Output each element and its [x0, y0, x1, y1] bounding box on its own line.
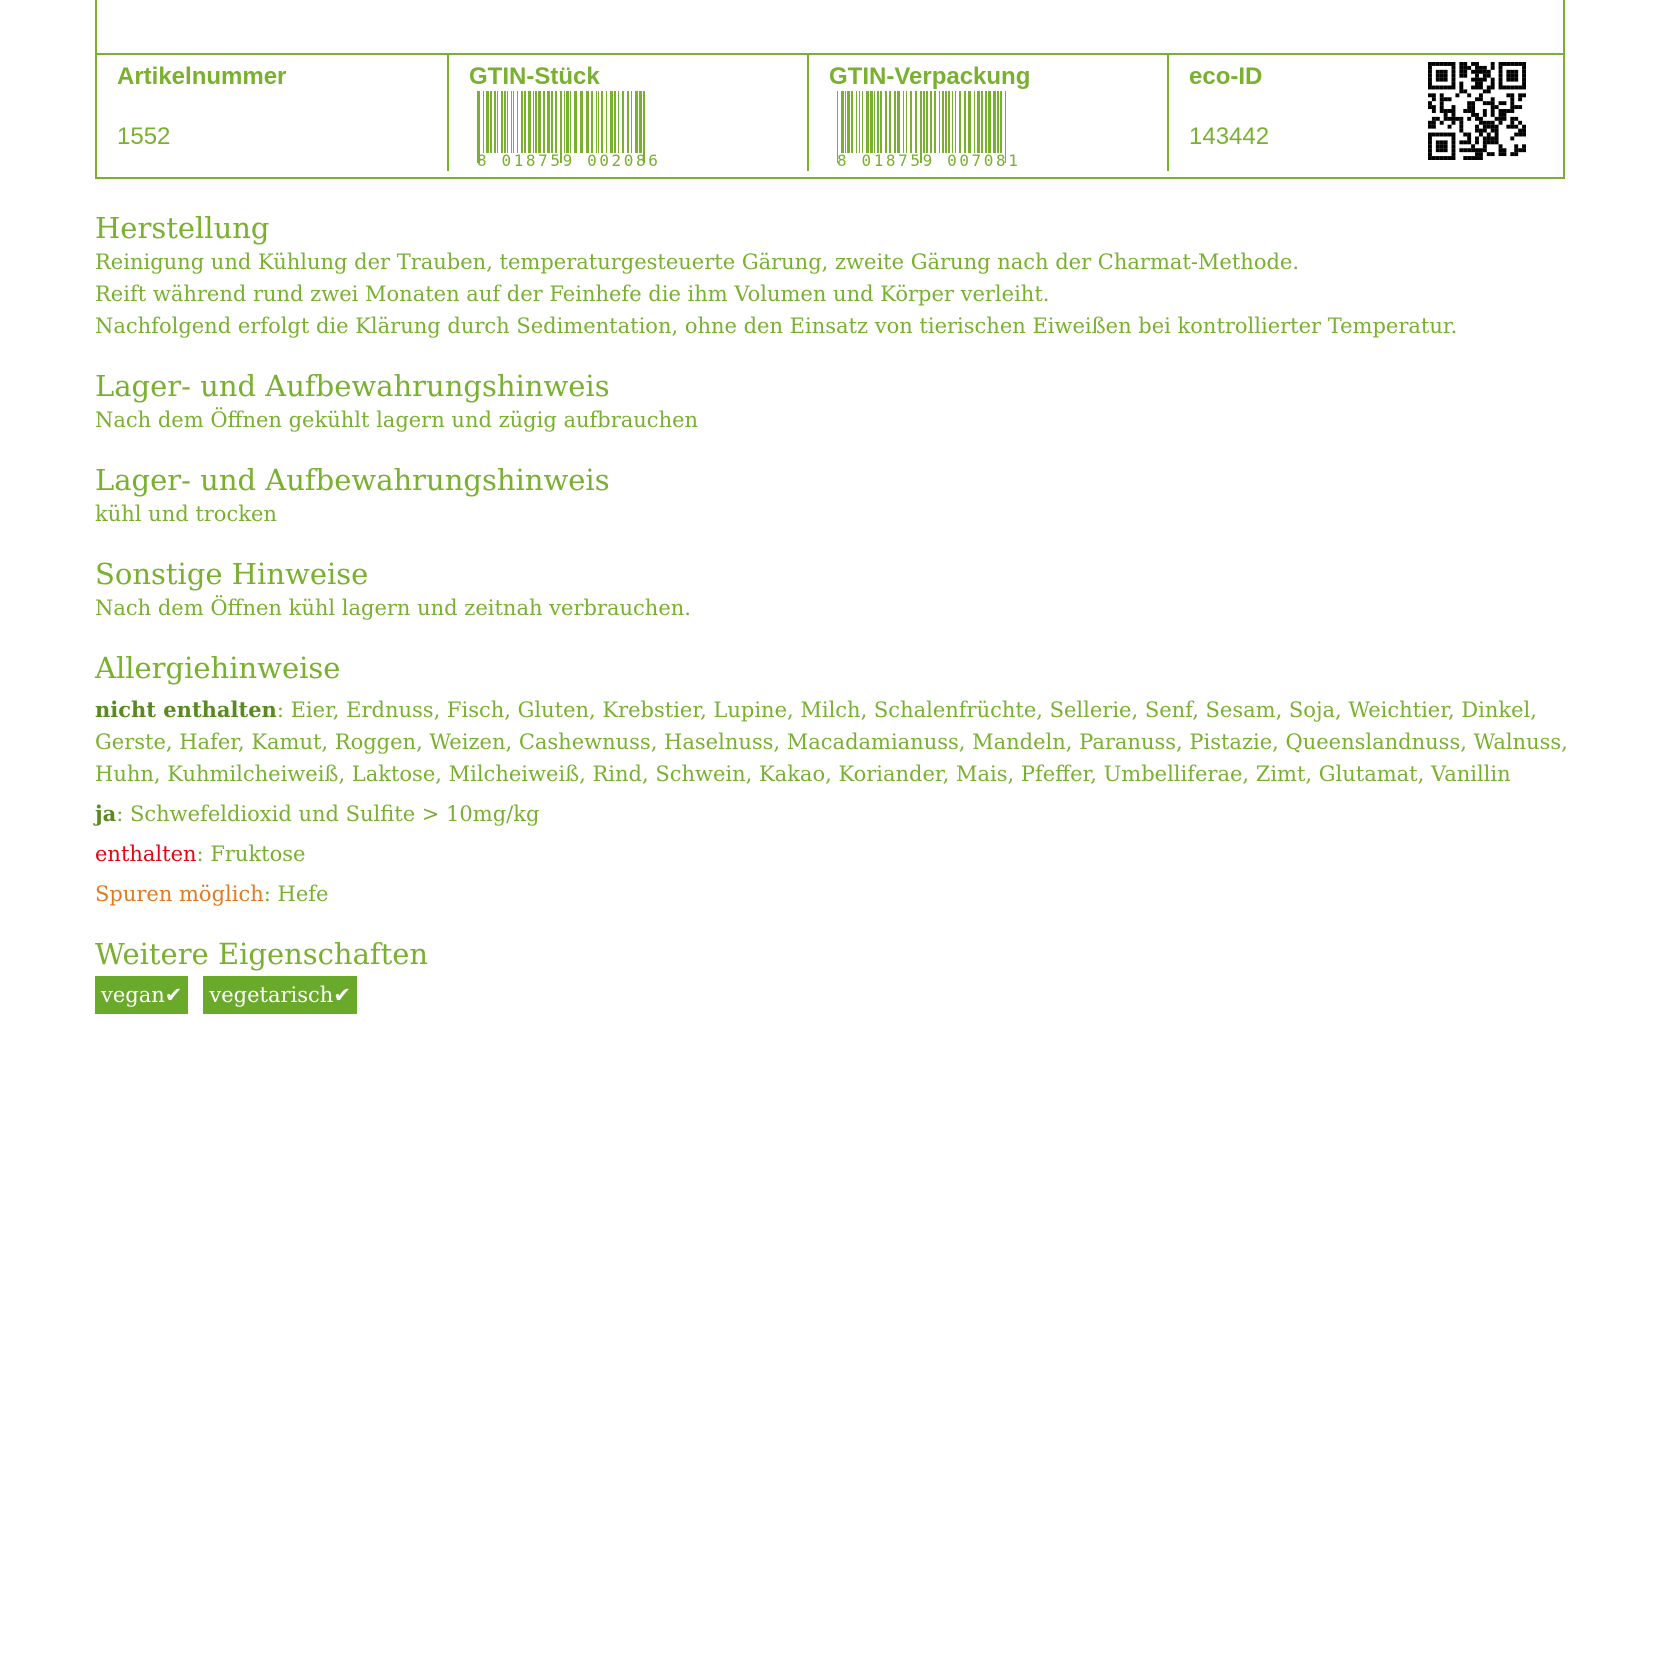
eigenschaften-title: Weitere Eigenschaften: [95, 937, 429, 971]
vegan-badge: vegan✔: [95, 976, 188, 1014]
nicht-enthalten-text: Eier, Erdnuss, Fisch, Gluten, Krebstier, Lupine, Milch, Schalenfrüchte, Sellerie, Senf, Sesam, Soja, Weichtier, Dinkel, Gerste, Hafer, Kamut, Roggen, Weizen, Cashewnuss, Haselnuss, Macadamianuss, Mandeln, Paranuss, Pistazie, Queenslandnuss, Walnuss, Huhn, Kuhmilcheiweiß, Laktose, Milcheiweiß, Rind, Schwein, Kakao, Koriander, Mais, Pfeffer, Umbelliferae, Zimt, Glutamat, Vanillin: [95, 698, 1568, 786]
herstellung-title: Herstellung: [95, 211, 270, 245]
eigenschaften-badges: [95, 976, 1575, 1014]
vegetarisch-badge: vegetarisch✔: [203, 976, 357, 1014]
enthalten-label: enthalten: [95, 842, 197, 866]
eco-id-value: 143442: [1189, 123, 1270, 150]
lager-title-1: Lager- und Aufbewahrungshinweis: [95, 369, 610, 403]
allergie-title: Allergiehinweise: [95, 651, 341, 685]
allergie-section: [95, 650, 1575, 910]
gtin-verpackung-value: 8 018759 007081: [837, 151, 1021, 170]
allergie-enthalten: enthalten: Fruktose: [95, 842, 306, 866]
allergie-nicht-enthalten: nicht enthalten: Eier, Erdnuss, Fisch, Gluten, Krebstier, Lupine, Milch, Schalenfrüchte, Sellerie, Senf, Sesam, Soja, Weichtier, Dinkel, Gerste, Hafer, Kamut, Roggen, Weizen, Cashewnuss, Haselnuss, Macadamianuss, Mandeln, Paranuss, Pistazie, Queenslandnuss, Walnuss, Huhn, Kuhmilcheiweiß, Laktose, Milcheiweiß, Rind, Schwein, Kakao, Koriander, Mais, Pfeffer, Umbelliferae, Zimt, Glutamat, Vanillin: [95, 697, 1568, 786]
eco-id-label: eco-ID: [1189, 63, 1263, 90]
product-details: [95, 210, 1575, 1040]
spuren-label: Spuren möglich: [95, 882, 264, 906]
herstellung-line: Reinigung und Kühlung der Trauben, temperaturgesteuerte Gärung, zweite Gärung nach der Charmat-Methode.: [95, 250, 1300, 274]
eigenschaften-section: [95, 936, 1575, 1014]
qr-code-icon: [1428, 62, 1526, 160]
herstellung-line: Nachfolgend erfolgt die Klärung durch Sedimentation, ohne den Einsatz von tierischen Eiweißen bei kontrollierter Temperatur.: [95, 314, 1458, 338]
lager-section-2: [95, 462, 1575, 530]
artikelnummer-label: Artikelnummer: [117, 63, 287, 90]
gtin-stueck-value: 8 018759 002086: [477, 151, 661, 170]
sonstige-text: Nach dem Öffnen kühl lagern und zeitnah verbrauchen.: [95, 596, 691, 620]
product-id-table: [95, 0, 1565, 179]
lager-section-1: [95, 368, 1575, 436]
gtin-verpackung-cell: [809, 55, 1169, 171]
ja-label: ja: [95, 801, 117, 826]
herstellung-line: Reift während rund zwei Monaten auf der Feinhefe die ihm Volumen und Körper verleiht.: [95, 282, 1050, 306]
sonstige-section: [95, 556, 1575, 624]
lager-text-1: Nach dem Öffnen gekühlt lagern und zügig aufbrauchen: [95, 408, 699, 432]
lager-title-2: Lager- und Aufbewahrungshinweis: [95, 463, 610, 497]
nicht-enthalten-label: nicht enthalten: [95, 697, 277, 722]
ja-text: Schwefeldioxid und Sulfite > 10mg/kg: [129, 802, 540, 826]
herstellung-section: [95, 210, 1575, 342]
sonstige-title: Sonstige Hinweise: [95, 557, 369, 591]
artikelnummer-value: 1552: [117, 123, 171, 150]
enthalten-text: Fruktose: [210, 842, 306, 866]
lager-text-2: kühl und trocken: [95, 502, 277, 526]
allergie-spuren: Spuren möglich: Hefe: [95, 882, 329, 906]
allergie-ja: ja: Schwefeldioxid und Sulfite > 10mg/kg: [95, 801, 540, 826]
gtin-stueck-label: GTIN-Stück: [469, 63, 600, 90]
gtin-verpackung-label: GTIN-Verpackung: [829, 63, 1031, 90]
artikelnummer-cell: [97, 55, 449, 171]
spuren-text: Hefe: [277, 882, 329, 906]
gtin-stueck-cell: [449, 55, 809, 171]
